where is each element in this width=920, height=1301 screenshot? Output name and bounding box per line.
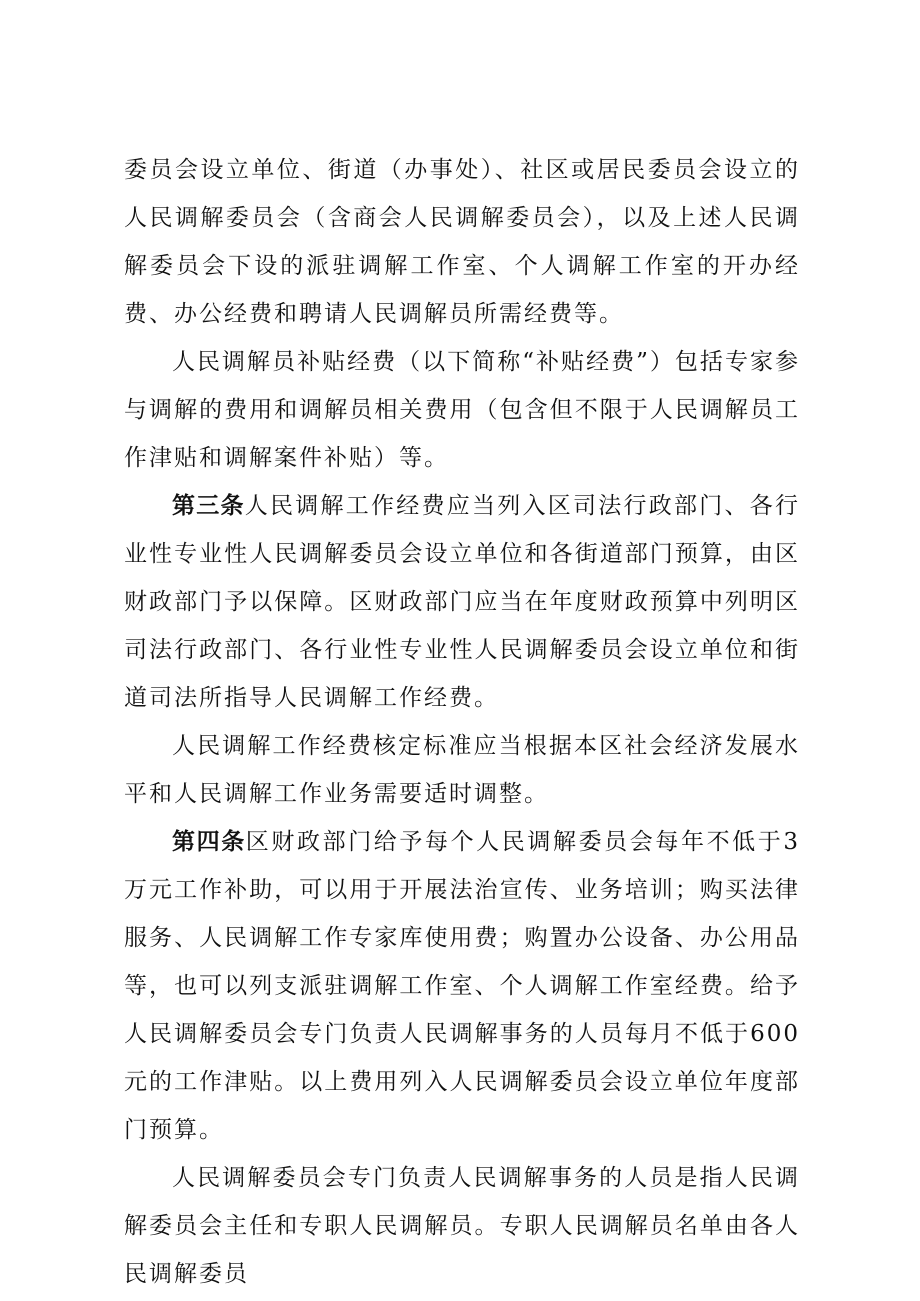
paragraph-text: 人民调解工作经费应当列入区司法行政部门、各行业性专业性人民调解委员会设立单位和各街道部门预算，由区财政部门予以保障。区财政部门应当在年度财政预算中列明区司法行政部门、各行业性专业性人民调解委员会设立单位和街道司法所指导人民调解工作经费。: [124, 493, 800, 711]
article-heading: 第四条: [172, 829, 246, 855]
paragraph-4: [124, 722, 800, 818]
paragraph-1: [124, 146, 800, 338]
paragraph-2: [124, 338, 800, 482]
document-page: [124, 146, 800, 1298]
article-heading: 第三条: [172, 493, 245, 519]
paragraph-text: 委员会设立单位、街道（办事处）、社区或居民委员会设立的人民调解委员会（含商会人民调解委员会），以及上述人民调解委员会下设的派驻调解工作室、个人调解工作室的开办经费、办公经费和聘请人民调解员所需经费等。: [124, 157, 800, 327]
paragraph-text: 人民调解员补贴经费（以下简称“补贴经费”）包括专家参与调解的费用和调解员相关费用（包含但不限于人民调解员工作津贴和调解案件补贴）等。: [124, 349, 800, 471]
paragraph-text: 人民调解工作经费核定标准应当根据本区社会经济发展水平和人民调解工作业务需要适时调整。: [124, 733, 800, 807]
paragraph-text: 人民调解委员会专门负责人民调解事务的人员是指人民调解委员会主任和专职人民调解员。专职人民调解员名单由各人民调解委员: [124, 1165, 800, 1287]
paragraph-article-3: [124, 482, 800, 722]
paragraph-6: [124, 1154, 800, 1298]
paragraph-article-4: [124, 818, 800, 1154]
paragraph-text: 区财政部门给予每个人民调解委员会每年不低于3万元工作补助，可以用于开展法治宣传、业务培训；购买法律服务、人民调解工作专家库使用费；购置办公设备、办公用品等，也可以列支派驻调解工作室、个人调解工作室经费。给予人民调解委员会专门负责人民调解事务的人员每月不低于600元的工作津贴。以上费用列入人民调解委员会设立单位年度部门预算。: [124, 829, 800, 1143]
